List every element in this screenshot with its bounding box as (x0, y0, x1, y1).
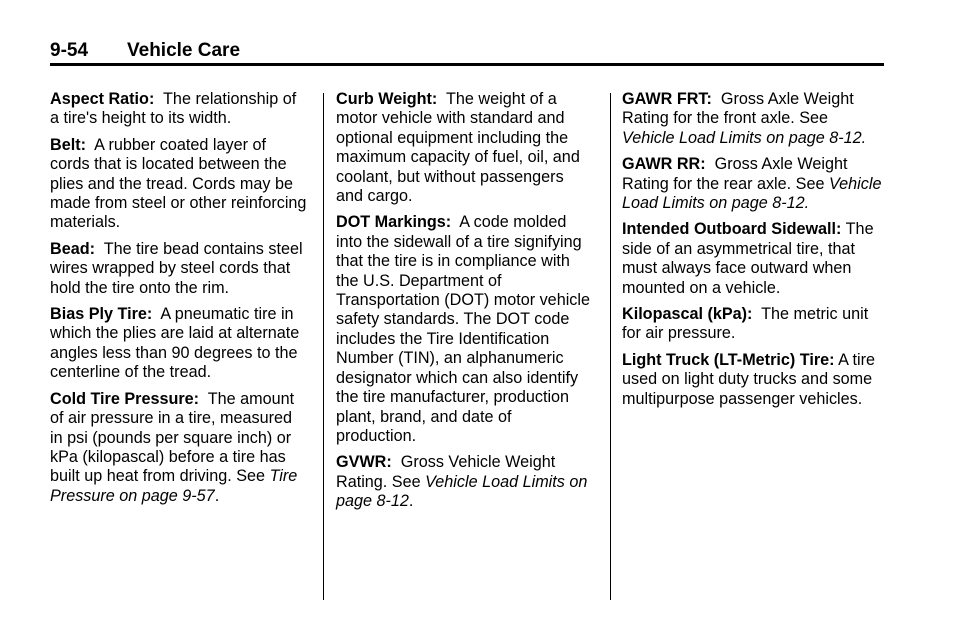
glossary-definition: A tire used on light duty trucks and some multipurpose passenger vehicles. (622, 350, 876, 408)
glossary-entry (50, 90, 308, 129)
glossary-entry (622, 351, 884, 409)
glossary-term: Bias Ply Tire: (50, 305, 153, 324)
glossary-entry (50, 305, 308, 383)
glossary-entry (336, 90, 594, 206)
cross-reference-link[interactable]: Vehicle Load Limits on page 8-12. (622, 174, 882, 213)
glossary-definition: The tire bead contains steel wires wrapped by steel cords that hold the tire onto the rim. (50, 239, 303, 297)
glossary-entry (336, 213, 594, 446)
glossary-definition: The side of an asymmetrical tire, that must always face outward when mounted on a vehicle. (622, 220, 874, 297)
cross-reference-link[interactable]: Vehicle Load Limits on page 8-12. (622, 128, 867, 147)
glossary-definition: A code molded into the sidewall of a tire signifying that the tire is in compliance with the U.S. Department of Transportation (DOT) motor vehicle safety standards. The DOT code includes the Tire Identification Number (TIN), an alphanumeric designator which can also identify the tire manufacturer, production plant, brand, and date of production. (336, 213, 590, 445)
page-number: 9-54 (50, 40, 89, 61)
column-divider (610, 93, 611, 600)
glossary-definition: A rubber coated layer of cords that is located between the plies and the tread. Cords may be made from steel or other reinforcing materials. (50, 135, 307, 232)
glossary-term: Curb Weight: (336, 90, 438, 108)
sentence-end: . (408, 492, 414, 511)
sentence-end: . (214, 486, 220, 505)
column-3 (622, 90, 884, 416)
glossary-term: Bead: (50, 239, 95, 258)
glossary-definition: A pneumatic tire in which the plies are laid at alternate angles less than 90 degrees to the centerline of the tread. (50, 305, 300, 382)
glossary-term: Belt: (50, 135, 86, 154)
column-divider (323, 93, 324, 600)
glossary-definition: Gross Vehicle Weight Rating. See (336, 453, 556, 491)
cross-reference-link[interactable]: Vehicle Load Limits on page 8-12 (336, 472, 588, 511)
glossary-entry (336, 453, 594, 511)
glossary-term: Kilopascal (kPa): (622, 305, 753, 324)
glossary-term: Intended Outboard Sidewall: (622, 220, 842, 239)
glossary-definition: Gross Axle Weight Rating for the front axle. See (622, 90, 854, 128)
glossary-term: GAWR FRT: (622, 90, 712, 108)
section-title: Vehicle Care (127, 40, 241, 61)
glossary-entry (50, 136, 308, 233)
glossary-entry (622, 155, 884, 213)
glossary-term: Light Truck (LT-Metric) Tire: (622, 350, 835, 369)
glossary-entry (50, 390, 308, 506)
glossary-definition: The weight of a motor vehicle with standard and optional equipment including the maximum capacity of fuel, oil, and coolant, but without passengers and cargo. (336, 90, 580, 206)
column-1 (50, 90, 308, 513)
glossary-definition: The metric unit for air pressure. (622, 305, 869, 343)
glossary-term: GAWR RR: (622, 155, 706, 174)
cross-reference-link[interactable]: Tire Pressure on page 9-57 (50, 467, 298, 505)
glossary-term: Cold Tire Pressure: (50, 389, 200, 408)
glossary-entry (622, 305, 884, 344)
glossary-definition: Gross Axle Weight Rating for the rear axle. See (622, 155, 848, 193)
glossary-entry (622, 90, 884, 148)
glossary-term: GVWR: (336, 453, 392, 472)
header-rule (50, 63, 884, 66)
column-2 (336, 90, 594, 519)
glossary-entry (50, 240, 308, 298)
glossary-definition: The amount of air pressure in a tire, measured in psi (pounds per square inch) or kPa (kilopascal) before a tire has built up heat from driving. See (50, 389, 295, 486)
glossary-definition: The relationship of a tire's height to its width. (50, 90, 297, 128)
glossary-term: Aspect Ratio: (50, 90, 155, 108)
glossary-entry (622, 220, 884, 298)
glossary-term: DOT Markings: (336, 213, 452, 232)
